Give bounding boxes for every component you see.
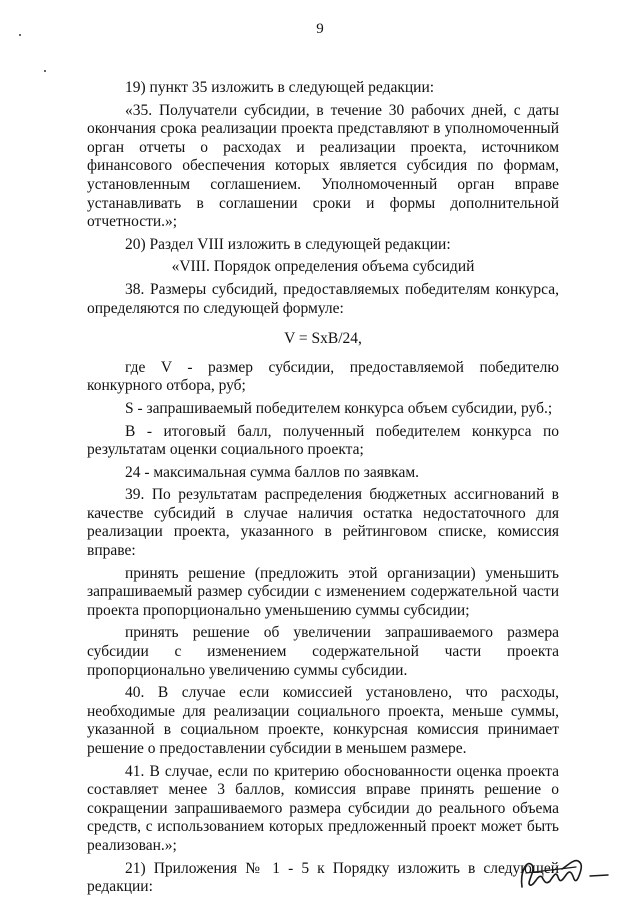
document-body bbox=[87, 79, 559, 901]
paragraph-p6: V = SxB/24, bbox=[284, 330, 362, 348]
signature-icon bbox=[516, 843, 616, 893]
paragraph-p13: принять решение об увеличении запрашиваемого размера субсидии с изменением содержательной части проекта пропорционально увеличению суммы субсидии. bbox=[87, 624, 559, 679]
paragraph-p14: 40. В случае если комиссией установлено, что расходы, необходимые для реализации социального проекта, меньше суммы, указанной в социальном проекте, конкурсная комиссия принимает решение о предоставлении субсидии в меньшем размере. bbox=[87, 684, 559, 757]
scan-speck bbox=[19, 34, 21, 36]
paragraph-p5: 38. Размеры субсидий, предоставляемых победителям конкурса, определяются по следующей формуле: bbox=[87, 280, 559, 317]
paragraph-p16: 21) Приложения № 1 - 5 к Порядку изложить в следующей редакции: bbox=[87, 859, 559, 896]
paragraph-p3: 20) Раздел VIII изложить в следующей редакции: bbox=[125, 235, 451, 253]
paragraph-p15: 41. В случае, если по критерию обоснованности оценка проекта составляет менее 3 баллов, комиссия вправе принять решение о сокращении запрашиваемого размера субсидии до реального объема средств, с использованием которых предложенный проект может быть реализован.»; bbox=[87, 762, 559, 854]
paragraph-p7: где V - размер субсидии, предоставляемой победителю конкурного отбора, руб; bbox=[87, 358, 559, 395]
scan-speck bbox=[44, 70, 46, 72]
page-number: 9 bbox=[316, 21, 324, 37]
paragraph-p11: 39. По результатам распределения бюджетных ассигнований в качестве субсидий в случае наличия остатка недостаточного для реализации проекта, указанного в рейтинговом списке, комиссия вправе: bbox=[87, 486, 559, 560]
paragraph-p9: B - итоговый балл, полученный победителем конкурса по результатам оценки социального проекта; bbox=[87, 422, 559, 459]
paragraph-p12: принять решение (предложить этой организации) уменьшить запрашиваемый размер субсидии с изменением содержательной части проекта пропорционально уменьшению суммы субсидии; bbox=[87, 564, 559, 619]
paragraph-p8: S - запрашиваемый победителем конкурса объем субсидии, руб.; bbox=[125, 399, 553, 417]
paragraph-p2: «35. Получатели субсидии, в течение 30 рабочих дней, с даты окончания срока реализации проекта представляют в уполномоченный орган отчеты о расходах и реализации проекта, источником финансового обеспечения которых является субсидия по формам, установленным соглашением. Уполномоченный орган вправе устанавливать в соглашении сроки и формы дополнительной отчетности.»; bbox=[87, 101, 559, 231]
paragraph-p4: «VIII. Порядок определения объема субсидий bbox=[171, 258, 475, 276]
paragraph-p10: 24 - максимальная сумма баллов по заявкам. bbox=[125, 463, 420, 481]
paragraph-p1: 19) пункт 35 изложить в следующей редакции: bbox=[125, 79, 435, 96]
